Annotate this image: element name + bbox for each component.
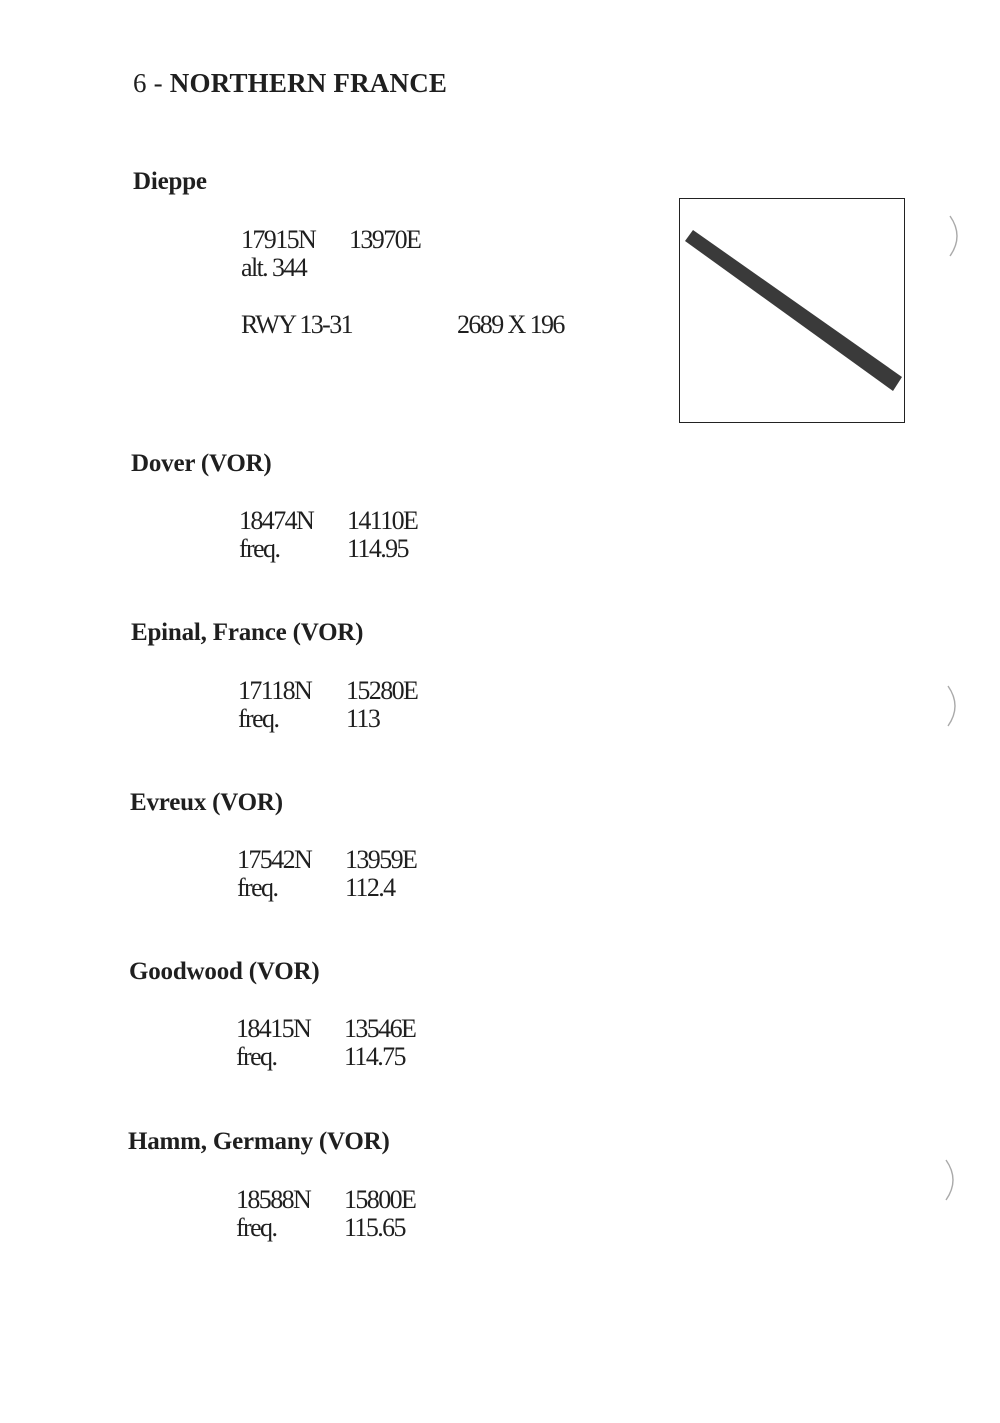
north-coordinate: 17542N [237,845,312,874]
entry-name-goodwood: Goodwood (VOR) [129,958,320,985]
runway-dimensions: 2689 X 196 [457,310,564,339]
frequency-label: freq. [239,534,280,563]
entry-name-dieppe: Dieppe [133,168,207,195]
east-coordinate: 14110E [347,506,418,535]
entry-name-hamm: Hamm, Germany (VOR) [128,1128,390,1155]
coordinates-goodwood [236,1015,415,1043]
north-coordinate: 17915N [241,225,316,254]
east-coordinate: 13959E [345,845,417,874]
runway-dieppe [241,311,564,339]
binder-hole-mark-top [944,214,968,258]
binder-hole-mark-bottom [940,1158,964,1202]
page-title [133,68,447,99]
frequency-value: 112.4 [345,873,395,902]
frequency-label: freq. [236,1042,277,1071]
altitude-dieppe [241,254,306,282]
frequency-value: 114.95 [347,534,408,563]
runway-diagram-icon [680,199,903,421]
north-coordinate: 17118N [238,676,312,705]
coordinates-dieppe [241,226,420,254]
frequency-value: 114.75 [344,1042,405,1071]
north-coordinate: 18415N [236,1014,311,1043]
runway-label: RWY 13-31 [241,310,353,339]
section-number: 6 - [133,68,163,98]
entry-name-dover: Dover (VOR) [131,450,272,477]
coordinates-evreux [237,846,416,874]
frequency-dover [239,535,408,563]
frequency-value: 115.65 [344,1213,405,1242]
entry-name-evreux: Evreux (VOR) [130,789,283,816]
frequency-value: 113 [346,704,380,733]
east-coordinate: 13970E [349,225,421,254]
frequency-label: freq. [238,704,279,733]
north-coordinate: 18474N [239,506,314,535]
frequency-label: freq. [237,873,278,902]
north-coordinate: 18588N [236,1185,311,1214]
frequency-label: freq. [236,1213,277,1242]
frequency-goodwood [236,1043,405,1071]
coordinates-hamm [236,1186,415,1214]
east-coordinate: 15280E [346,676,418,705]
entry-name-epinal: Epinal, France (VOR) [131,619,364,646]
coordinates-dover [239,507,417,535]
section-title: NORTHERN FRANCE [169,68,448,98]
east-coordinate: 13546E [344,1014,416,1043]
altitude-label: alt. [241,253,268,282]
runway-strip [685,230,902,391]
runway-diagram [679,198,905,423]
frequency-evreux [237,874,395,902]
east-coordinate: 15800E [344,1185,416,1214]
altitude-value: 344 [272,253,307,282]
frequency-hamm [236,1214,405,1242]
coordinates-epinal [238,677,417,705]
frequency-epinal [238,705,379,733]
binder-hole-mark-middle [942,684,966,728]
